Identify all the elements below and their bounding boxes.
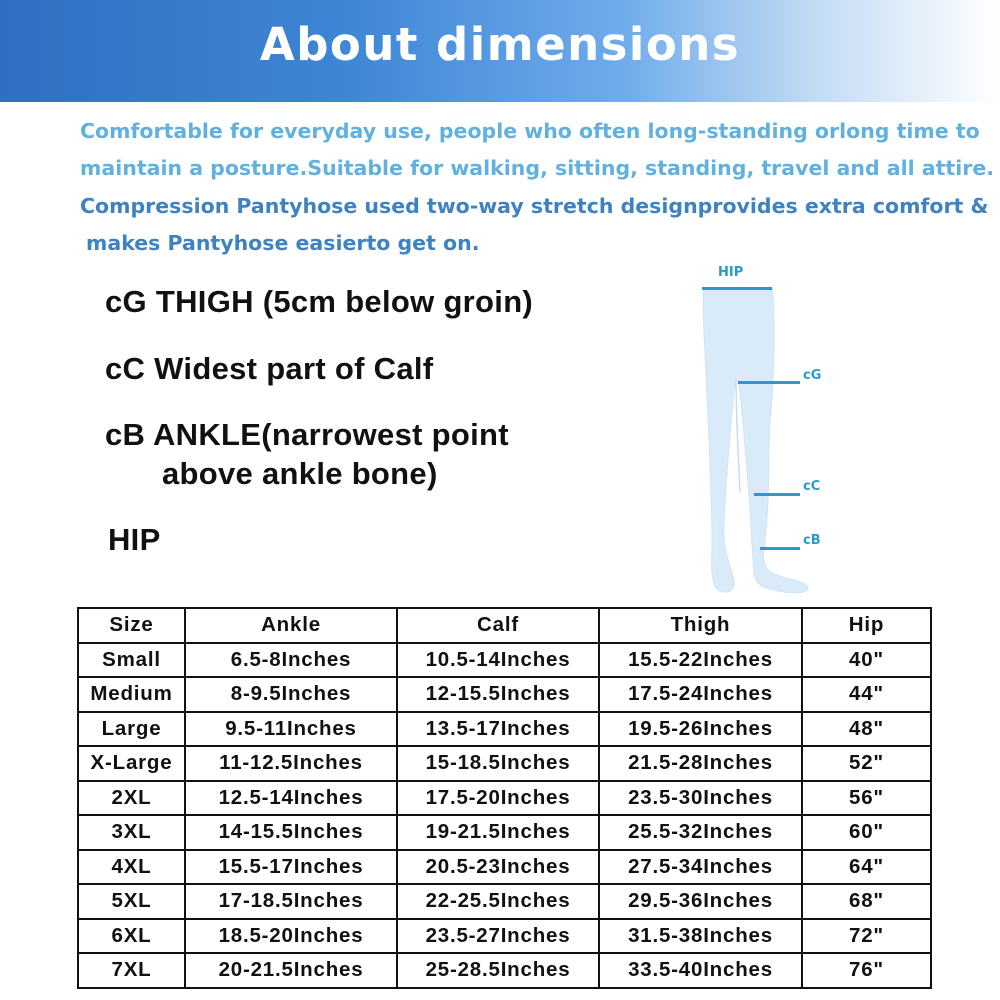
hip-zone-label: HIP [108, 522, 161, 557]
table-cell: 17-18.5Inches [185, 884, 397, 919]
header-banner [0, 0, 1000, 102]
table-cell: 12.5-14Inches [185, 781, 397, 816]
table-cell: 7XL [78, 953, 185, 988]
table-cell: Medium [78, 677, 185, 712]
hip-marker-line [702, 287, 772, 290]
table-cell: 21.5-28Inches [599, 746, 802, 781]
table-cell: 25.5-32Inches [599, 815, 802, 850]
table-cell: 56" [802, 781, 931, 816]
thigh-marker-line [738, 381, 800, 384]
table-cell: 20.5-23Inches [397, 850, 599, 885]
thigh-zone-label: cG THIGH (5cm below groin) [105, 284, 534, 319]
table-cell: 23.5-27Inches [397, 919, 599, 954]
table-row [78, 746, 931, 781]
table-cell: X-Large [78, 746, 185, 781]
table-row [78, 884, 931, 919]
table-row [78, 677, 931, 712]
table-cell: 5XL [78, 884, 185, 919]
intro-line-1: Comfortable for everyday use, people who often long-standing orlong time to [80, 119, 980, 143]
table-row [78, 953, 931, 988]
table-cell: 19-21.5Inches [397, 815, 599, 850]
table-cell: 8-9.5Inches [185, 677, 397, 712]
table-cell: 64" [802, 850, 931, 885]
table-cell: 17.5-24Inches [599, 677, 802, 712]
table-cell: 22-25.5Inches [397, 884, 599, 919]
thigh-marker-label: cG [803, 368, 822, 383]
table-cell: 23.5-30Inches [599, 781, 802, 816]
table-cell: 15-18.5Inches [397, 746, 599, 781]
table-row [78, 850, 931, 885]
calf-marker-label: cC [803, 479, 821, 494]
table-cell: 17.5-20Inches [397, 781, 599, 816]
table-cell: 15.5-22Inches [599, 643, 802, 678]
table-row [78, 815, 931, 850]
table-cell: 33.5-40Inches [599, 953, 802, 988]
table-cell: 3XL [78, 815, 185, 850]
table-cell: 13.5-17Inches [397, 712, 599, 747]
table-cell: 25-28.5Inches [397, 953, 599, 988]
intro-line-2: maintain a posture.Suitable for walking, sitting, standing, travel and all attire. [80, 156, 995, 180]
table-cell: 44" [802, 677, 931, 712]
table-row [78, 643, 931, 678]
table-cell: 11-12.5Inches [185, 746, 397, 781]
table-cell: 31.5-38Inches [599, 919, 802, 954]
table-cell: 27.5-34Inches [599, 850, 802, 885]
ankle-marker-line [760, 547, 800, 550]
table-cell: 29.5-36Inches [599, 884, 802, 919]
table-cell: Large [78, 712, 185, 747]
page-title: About dimensions [259, 18, 741, 71]
table-cell: 6XL [78, 919, 185, 954]
table-cell: 48" [802, 712, 931, 747]
table-cell: 12-15.5Inches [397, 677, 599, 712]
table-cell: 9.5-11Inches [185, 712, 397, 747]
column-header: Thigh [599, 608, 802, 643]
table-cell: 40" [802, 643, 931, 678]
table-cell: 15.5-17Inches [185, 850, 397, 885]
table-cell: Small [78, 643, 185, 678]
table-cell: 18.5-20Inches [185, 919, 397, 954]
ankle-zone-label: cB ANKLE(narrowest point [105, 417, 509, 452]
table-cell: 20-21.5Inches [185, 953, 397, 988]
table-cell: 4XL [78, 850, 185, 885]
column-header: Hip [802, 608, 931, 643]
table-row [78, 781, 931, 816]
leg-silhouette-icon [690, 262, 850, 602]
calf-zone-label: cC Widest part of Calf [105, 351, 434, 386]
table-cell: 68" [802, 884, 931, 919]
column-header: Size [78, 608, 185, 643]
table-cell: 10.5-14Inches [397, 643, 599, 678]
calf-marker-line [754, 493, 800, 496]
hip-marker-label: HIP [718, 265, 744, 280]
table-row [78, 712, 931, 747]
table-cell: 6.5-8Inches [185, 643, 397, 678]
column-header: Ankle [185, 608, 397, 643]
table-row [78, 919, 931, 954]
table-cell: 52" [802, 746, 931, 781]
table-cell: 2XL [78, 781, 185, 816]
table-cell: 60" [802, 815, 931, 850]
table-cell: 14-15.5Inches [185, 815, 397, 850]
intro-line-4: makes Pantyhose easierto get on. [86, 231, 480, 255]
table-cell: 19.5-26Inches [599, 712, 802, 747]
column-header: Calf [397, 608, 599, 643]
table-header-row [78, 608, 931, 643]
size-chart-table [77, 607, 932, 989]
table-cell: 72" [802, 919, 931, 954]
ankle-zone-label-cont: above ankle bone) [162, 456, 438, 491]
leg-measurement-figure [690, 262, 850, 602]
intro-line-3: Compression Pantyhose used two-way stretch designprovides extra comfort & [80, 194, 989, 218]
ankle-marker-label: cB [803, 533, 821, 548]
table-cell: 76" [802, 953, 931, 988]
